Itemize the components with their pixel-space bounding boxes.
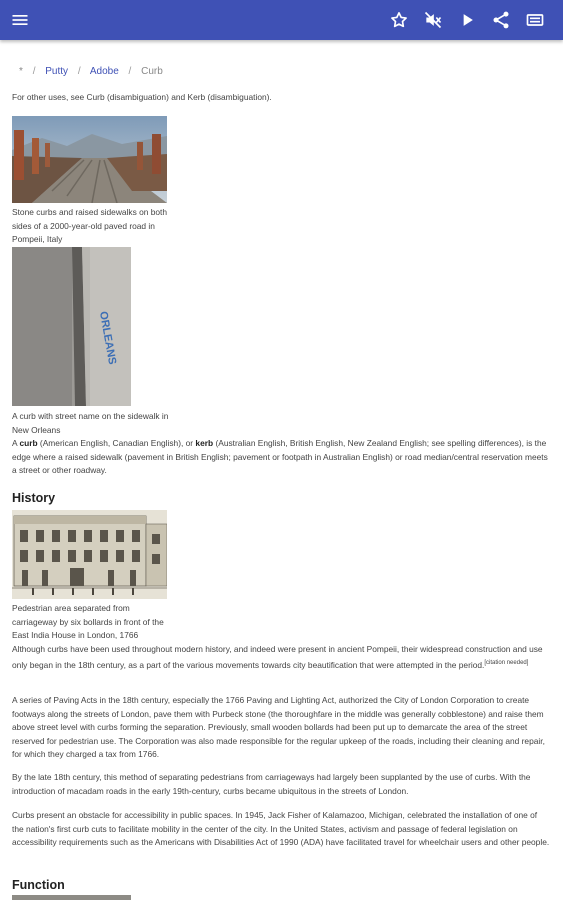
new-orleans-curb-image[interactable] xyxy=(12,247,131,406)
breadcrumb-home[interactable]: * xyxy=(19,66,23,77)
function-heading: Function xyxy=(12,878,65,892)
term-kerb: kerb xyxy=(195,438,214,448)
citation-needed-note[interactable]: [citation needed] xyxy=(484,659,529,666)
hatnote: For other uses, see Curb (disambiguation) and Kerb (disambiguation). xyxy=(12,92,272,102)
app-bar xyxy=(0,0,563,40)
east-india-house-caption: Pedestrian area separated from carriageway by six bollards in front of the East India House in London, 1766 xyxy=(12,603,164,640)
history-heading: History xyxy=(12,491,56,505)
breadcrumb xyxy=(19,66,163,77)
hamburger-menu-icon[interactable] xyxy=(10,10,30,30)
history-paragraph-3: By the late 18th century, this method of separating pedestrians from carriageways had largely been supplanted by the use of curbs. With the introduction of macadam roads in the early 19th-century, curbs became ubiquitous in the streets of London. xyxy=(12,772,531,796)
east-india-house-image[interactable] xyxy=(12,510,167,599)
history-paragraph-2: A series of Paving Acts in the 18th century, especially the 1766 Paving and Lighting Act, authorized the City of London Corporation to create footways along the streets of London, pave them with Purbeck stone (the thoroughfare in the middle was generally cobblestone) and raise them above street level with curbs forming the separation. Previously, small wooden bollards had been put up to demarcate the area of the street reserved for pedestrian use. The Corporation was also made responsible for the regular upkeep of the roads, including their cleaning and repair, for which they charged a tax from 1766. xyxy=(12,695,545,759)
share-icon[interactable] xyxy=(491,10,511,30)
article-content xyxy=(0,40,563,900)
breadcrumb-item-putty[interactable]: Putty xyxy=(45,66,69,77)
history-paragraph-4: Curbs present an obstacle for accessibility in public spaces. In 1945, Jack Fisher of Kalamazoo, Michigan, celebrated the installation of one of the nation's first curb cuts to facilitate mobility in the center of the city. In the United States, activism and passage of federal legislation on accessibility requirements such as the Americans with Disabilities Act of 1990 (ADA) have facilitated travel for wheelchair users and other people. xyxy=(12,810,550,847)
term-curb: curb xyxy=(19,438,38,448)
breadcrumb-separator: / xyxy=(32,66,36,77)
star-icon[interactable] xyxy=(389,10,409,30)
breadcrumb-current: Curb xyxy=(141,66,163,77)
play-icon[interactable] xyxy=(457,10,477,30)
function-image[interactable] xyxy=(12,895,131,900)
intro-paragraph: A curb (American English, Canadian English), or kerb (Australian English, British English, New Zealand English; see spelling differences), is the edge where a raised sidewalk (pavement in British English; pavement or footpath in Australian English) or road median/central reservation meets a street or other roadway. xyxy=(12,438,548,475)
breadcrumb-separator: / xyxy=(128,66,132,77)
mute-icon[interactable] xyxy=(423,10,443,30)
pompeii-road-caption: Stone curbs and raised sidewalks on both sides of a 2000-year-old paved road in Pompeii, Italy xyxy=(12,207,168,244)
new-orleans-curb-caption: A curb with street name on the sidewalk in New Orleans xyxy=(12,411,169,435)
history-paragraph-1: Although curbs have been used throughout modern history, and indeed were present in ancient Pompeii, their widespread construction and use only began in the 18th century, as a part of the various movements towards city beautification that were attempted in the period.[citation needed] xyxy=(12,644,543,670)
curb-street-name: ORLEANS xyxy=(96,310,119,366)
breadcrumb-separator: / xyxy=(77,66,81,77)
view-list-icon[interactable] xyxy=(525,10,545,30)
pompeii-road-image[interactable] xyxy=(12,116,167,203)
breadcrumb-item-adobe[interactable]: Adobe xyxy=(89,66,119,77)
